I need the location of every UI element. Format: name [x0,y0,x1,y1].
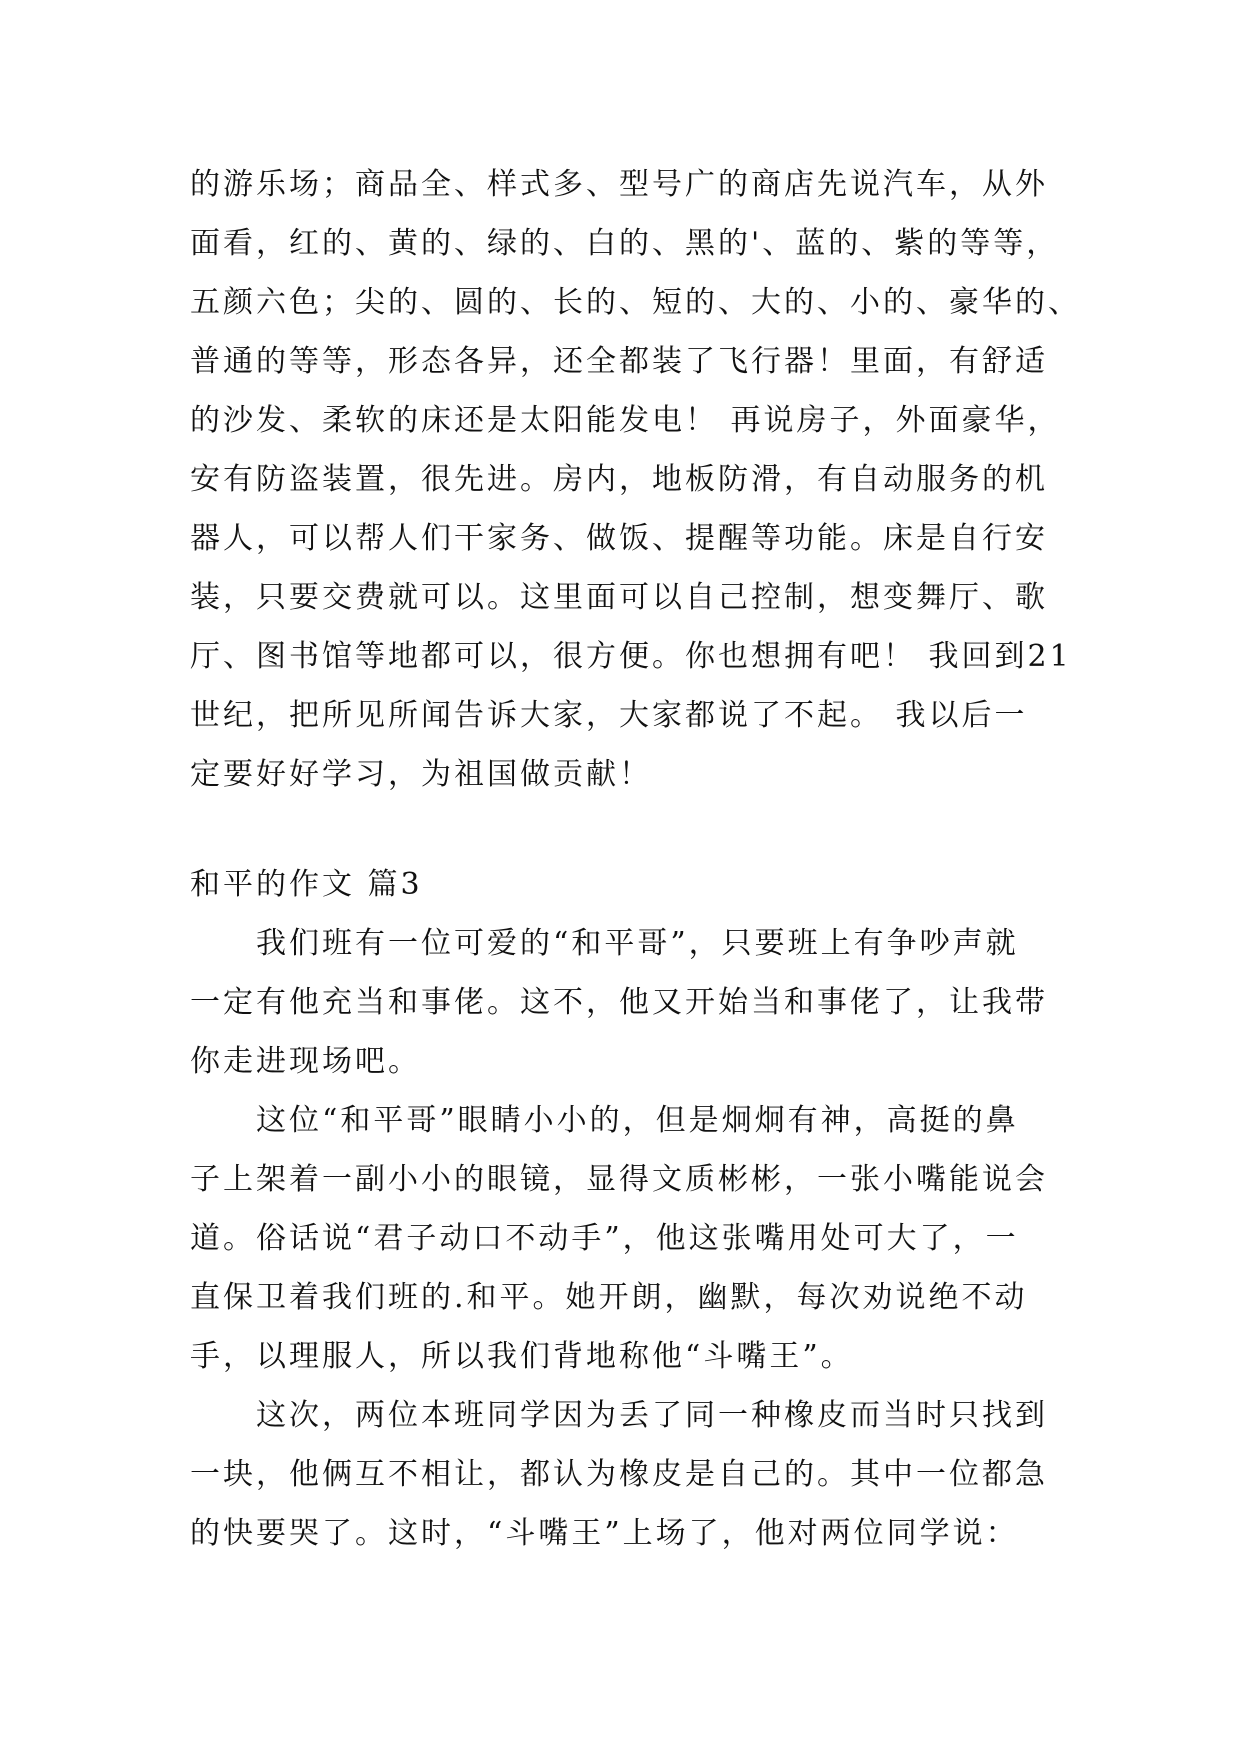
text-line: 一块，他俩互不相让，都认为橡皮是自己的。其中一位都急 [190,1457,1048,1492]
text-line: 手，以理服人，所以我们背地称他“斗嘴王”。 [190,1339,854,1374]
text-line: 的快要哭了。这时，“斗嘴王”上场了，他对两位同学说： [190,1516,1019,1551]
text-line: 世纪，把所见所闻告诉大家，大家都说了不起。 我以后一 [190,698,1028,733]
text-line: 的游乐场；商品全、样式多、型号广的商店先说汽车，从外 [190,167,1048,202]
text-line: 这次，两位本班同学因为丢了同一种橡皮而当时只找到 [256,1398,1048,1433]
text-line: 道。俗话说“君子动口不动手”，他这张嘴用处可大了，一 [190,1221,1019,1256]
text-line: 普通的等等，形态各异，还全都装了飞行器！里面，有舒适 [190,344,1048,379]
continued-paragraph [190,155,1120,804]
paragraph [190,1386,1120,1563]
text-line: 装，只要交费就可以。这里面可以自己控制，想变舞厅、歌 [190,580,1048,615]
section-body [190,914,1120,1563]
text-line: 直保卫着我们班的.和平。她开朗，幽默，每次劝说绝不动 [190,1280,1028,1315]
section-heading: 和平的作文 篇3 [190,867,423,902]
text-line: 一定有他充当和事佬。这不，他又开始当和事佬了，让我带 [190,985,1048,1020]
text-line: 你走进现场吧。 [190,1044,421,1079]
paragraph [190,914,1120,1091]
text-line: 五颜六色；尖的、圆的、长的、短的、大的、小的、豪华的、 [190,285,1081,320]
text-line: 我们班有一位可爱的“和平哥”，只要班上有争吵声就 [256,926,1019,961]
text-line: 定要好好学习，为祖国做贡献！ [190,757,652,792]
paragraph [190,1091,1120,1386]
text-line: 面看，红的、黄的、绿的、白的、黑的'、蓝的、紫的等等， [190,226,1060,261]
text-line: 这位“和平哥”眼睛小小的，但是炯炯有神，高挺的鼻 [256,1103,1019,1138]
text-line: 安有防盗装置，很先进。房内，地板防滑，有自动服务的机 [190,462,1048,497]
text-line: 的沙发、柔软的床还是太阳能发电！ 再说房子，外面豪华， [190,403,1061,438]
text-line: 子上架着一副小小的眼镜，显得文质彬彬，一张小嘴能说会 [190,1162,1048,1197]
text-line: 厅、图书馆等地都可以，很方便。你也想拥有吧！ 我回到21 [190,639,1072,674]
text-line: 器人，可以帮人们干家务、做饭、提醒等功能。床是自行安 [190,521,1048,556]
